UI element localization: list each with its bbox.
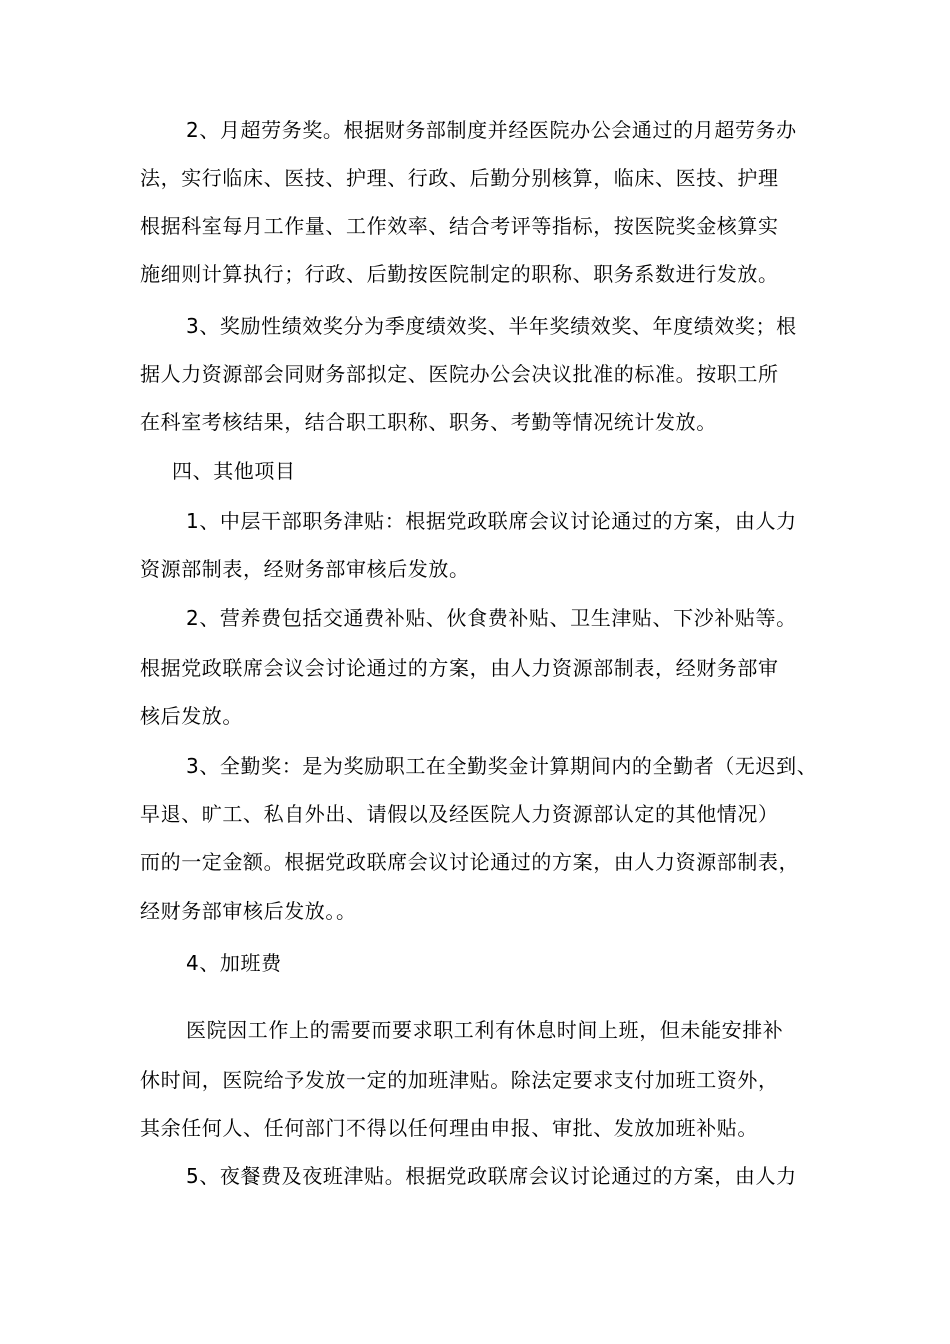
paragraph-line: 5、夜餐费及夜班津贴。根据党政联席会议讨论通过的方案，由人力 — [186, 1164, 797, 1188]
paragraph-line: 1、中层干部职务津贴：根据党政联席会议讨论通过的方案，由人力 — [186, 509, 797, 533]
paragraph-line: 在科室考核结果，结合职工职称、职务、考勤等情况统计发放。 — [140, 410, 717, 434]
section-heading: 四、其他项目 — [172, 459, 296, 483]
subsection-heading: 4、加班费 — [186, 951, 282, 975]
paragraph-line: 3、全勤奖：是为奖励职工在全勤奖金计算期间内的全勤者（无迟到、 — [186, 754, 818, 778]
paragraph-line: 法，实行临床、医技、护理、行政、后勤分别核算，临床、医技、护理 — [140, 166, 779, 190]
paragraph-line: 核后发放。 — [140, 704, 243, 728]
paragraph-line: 医院因工作上的需要而要求职工利有休息时间上班，但未能安排补 — [186, 1018, 784, 1042]
paragraph-line: 2、月超劳务奖。根据财务部制度并经医院办公会通过的月超劳务办 — [186, 118, 797, 142]
paragraph-line: 其余任何人、任何部门不得以任何理由申报、审批、发放加班补贴。 — [140, 1116, 758, 1140]
paragraph-line: 资源部制表，经财务部审核后发放。 — [140, 557, 470, 581]
paragraph-line: 经财务部审核后发放。。 — [140, 899, 357, 923]
paragraph-line: 而的一定金额。根据党政联席会议讨论通过的方案，由人力资源部制表， — [140, 850, 800, 874]
paragraph-line: 施细则计算执行；行政、后勤按医院制定的职称、职务系数进行发放。 — [140, 262, 779, 286]
paragraph-line: 2、营养费包括交通费补贴、伙食费补贴、卫生津贴、下沙补贴等。 — [186, 606, 797, 630]
paragraph-line: 早退、旷工、私自外出、请假以及经医院人力资源部认定的其他情况） — [140, 802, 779, 826]
paragraph-line: 3、奖励性绩效奖分为季度绩效奖、半年奖绩效奖、年度绩效奖；根 — [186, 314, 797, 338]
paragraph-line: 休时间，医院给予发放一定的加班津贴。除法定要求支付加班工资外， — [140, 1068, 779, 1092]
paragraph-line: 据人力资源部会同财务部拟定、医院办公会决议批准的标准。按职工所 — [140, 362, 779, 386]
paragraph-line: 根据党政联席会议会讨论通过的方案，由人力资源部制表，经财务部审 — [140, 656, 779, 680]
paragraph-line: 根据科室每月工作量、工作效率、结合考评等指标，按医院奖金核算实 — [140, 214, 779, 238]
